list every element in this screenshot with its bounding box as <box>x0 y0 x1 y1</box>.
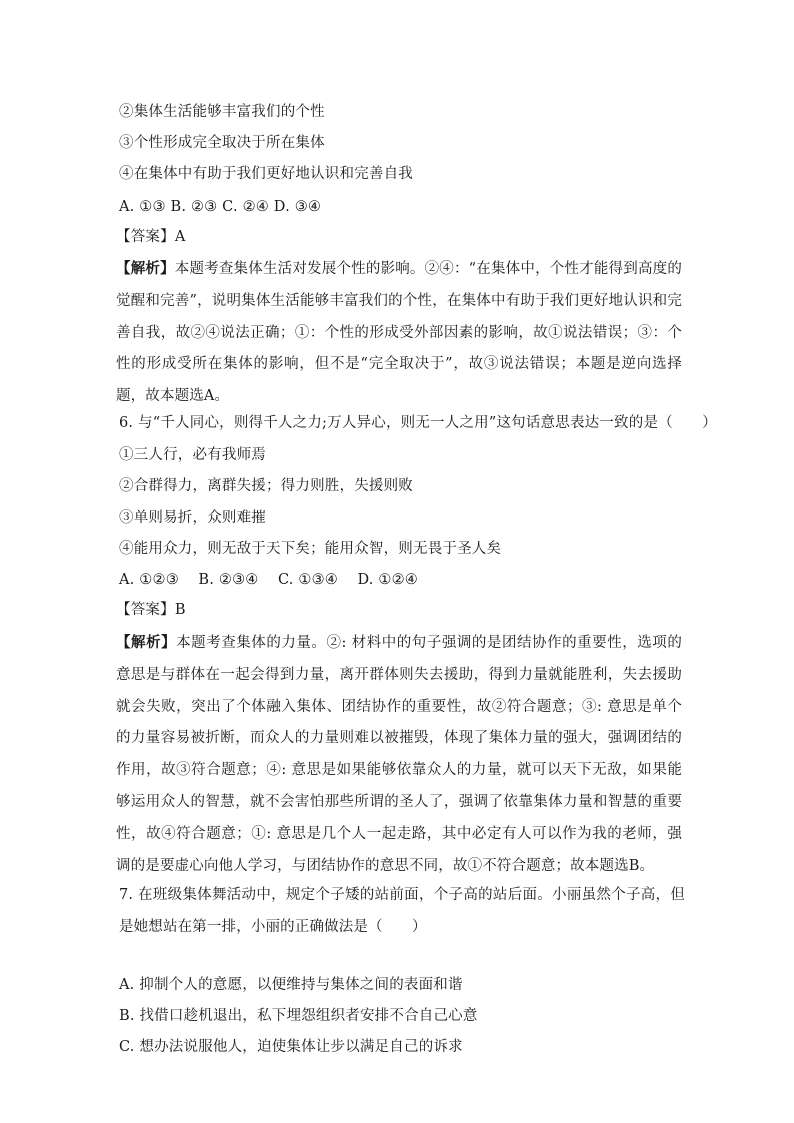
q6-stem: 6. 与“千人同心，则得千人之力;万人异心，则无一人之用”这句话意思表达一致的是（ ） <box>119 415 717 431</box>
q5-option-4: ④在集体中有助于我们更好地认识和完善自我 <box>119 166 413 182</box>
q5-option-2: ②集体生活能够丰富我们的个性 <box>119 104 325 120</box>
answer-tag: 【答案】 <box>116 602 175 618</box>
answer-value: B <box>174 602 186 618</box>
q7-option-b: B. 找借口趁机退出，私下埋怨组织者安排不合自己心意 <box>119 1008 478 1024</box>
q6-choices: A. ①②③ B. ②③④ C. ①③④ D. ①②④ <box>119 572 419 588</box>
q6-analysis <box>116 627 682 882</box>
analysis-tag: 【解析】 <box>116 634 177 651</box>
q5-answer <box>116 227 185 247</box>
q6-option-4: ④能用众力，则无敌于天下矣；能用众智，则无畏于圣人矣 <box>119 541 502 557</box>
q7-option-a: A. 抑制个人的意愿，以便维持与集体之间的表面和谐 <box>119 977 463 993</box>
q6-answer <box>116 600 186 620</box>
q5-analysis <box>116 253 682 413</box>
q7-option-c: C. 想办法说服他人，迫使集体让步以满足自己的诉求 <box>119 1039 463 1055</box>
analysis-tag: 【解析】 <box>116 260 175 277</box>
q5-option-3: ③个性形成完全取决于所在集体 <box>119 135 325 151</box>
analysis-text: 本题考查集体的力量。②: 材料中的句子强调的是团结协作的重要性，选项的意思是与群体在一起会得到力量，离开群体则失去援助，得到力量就能胜利，失去援助就会失败，突出了个体融入集体、团结协作的重要性，故②符合题意；③: 意思是单个的力量容易被折断，而众人的力量则难以被摧毁，体现了集体力量的强大，强调团结的作用，故③符合题意；④: 意思是如果能够依靠众人的力量，就可以天下无敌，如果能够运用众人的智慧，就不会害怕那些所谓的圣人了，强调了依靠集体力量和智慧的重要性，故④符合题意；①: 意思是几个人一起走路，其中必定有人可以作为我的老师，强调的是要虚心向他人学习，与团结协作的意思不同，故①不符合题意；故本题选B。 <box>116 635 682 874</box>
q7-stem: 7. 在班级集体舞活动中，规定个子矮的站前面，个子高的站后面。小丽虽然个子高，但是她想站在第一排，小丽的正确做法是（ ） <box>119 887 685 935</box>
q5-choices: A. ①③ B. ②③ C. ②④ D. ③④ <box>119 199 322 215</box>
answer-value: A <box>174 229 186 245</box>
q6-option-3: ③单则易折，众则难摧 <box>119 510 266 526</box>
analysis-text: 本题考查集体生活对发展个性的影响。②④：“在集体中，个性才能得到高度的觉醒和完善”，说明集体生活能够丰富我们的个性，在集体中有助于我们更好地认识和完善自我，故②④说法正确；①：个性的形成受外部因素的影响，故①说法错误；③：个性的形成受所在集体的影响，但不是“完全取决于”，故③说法错误；本题是逆向选择题，故本题选A。 <box>116 261 682 405</box>
q6-option-1: ①三人行，必有我师焉 <box>119 447 266 463</box>
q6-option-2: ②合群得力，离群失援；得力则胜，失援则败 <box>119 478 413 494</box>
answer-tag: 【答案】 <box>116 229 175 245</box>
